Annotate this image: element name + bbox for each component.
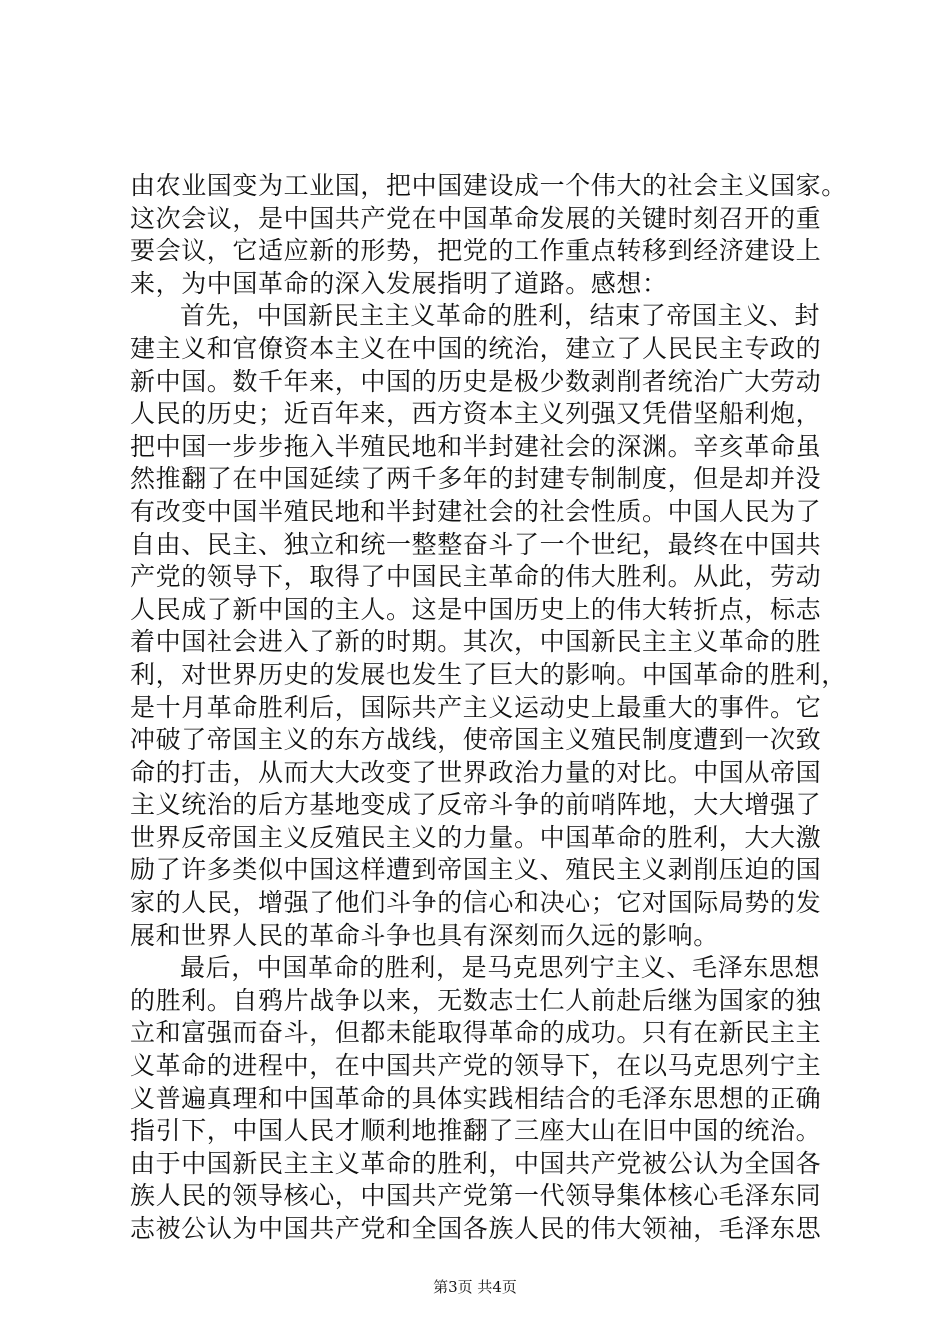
text-line: 命的打击，从而大大改变了世界政治力量的对比。中国从帝国 bbox=[130, 757, 822, 787]
text-line: 冲破了帝国主义的东方战线，使帝国主义殖民制度遭到一次致 bbox=[130, 725, 822, 755]
text-line: 产党的领导下，取得了中国民主革命的伟大胜利。从此，劳动 bbox=[130, 562, 822, 592]
text-line: 要会议，它适应新的形势，把党的工作重点转移到经济建设上 bbox=[130, 236, 822, 266]
text-line: 由于中国新民主主义革命的胜利，中国共产党被公认为全国各 bbox=[130, 1148, 822, 1178]
text-line: 把中国一步步拖入半殖民地和半封建社会的深渊。辛亥革命虽 bbox=[130, 431, 822, 461]
page-number: 第3页 共4页 bbox=[433, 1278, 517, 1296]
text-line: 是十月革命胜利后，国际共产主义运动史上最重大的事件。它 bbox=[130, 692, 822, 722]
page-footer bbox=[0, 1276, 950, 1297]
text-line: 义革命的进程中，在中国共产党的领导下，在以马克思列宁主 bbox=[130, 1051, 822, 1081]
text-line: 自由、民主、独立和统一整整奋斗了一个世纪，最终在中国共 bbox=[130, 529, 822, 559]
text-line: 励了许多类似中国这样遭到帝国主义、殖民主义剥削压迫的国 bbox=[130, 855, 822, 885]
text-line: 由农业国变为工业国，把中国建设成一个伟大的社会主义国家。 bbox=[130, 171, 847, 200]
text-line: 的胜利。自鸦片战争以来，无数志士仁人前赴后继为国家的独 bbox=[130, 985, 822, 1015]
text-line: 利，对世界历史的发展也发生了巨大的影响。中国革命的胜利， bbox=[130, 659, 847, 689]
text-line: 展和世界人民的革命斗争也具有深刻而久远的影响。 bbox=[130, 920, 719, 950]
text-line: 然推翻了在中国延续了两千多年的封建专制制度，但是却并没 bbox=[130, 464, 822, 494]
text-line: 主义统治的后方基地变成了反帝斗争的前哨阵地，大大增强了 bbox=[130, 790, 822, 820]
text-line: 人民的历史；近百年来，西方资本主义列强又凭借坚船利炮， bbox=[130, 399, 822, 429]
text-line: 来，为中国革命的深入发展指明了道路。感想： bbox=[130, 268, 668, 298]
text-line: 指引下，中国人民才顺利地推翻了三座大山在旧中国的统治。 bbox=[130, 1116, 822, 1146]
paragraph-first-line: 最后，中国革命的胜利，是马克思列宁主义、毛泽东思想 bbox=[180, 953, 821, 983]
text-line: 着中国社会进入了新的时期。其次，中国新民主主义革命的胜 bbox=[130, 627, 822, 657]
text-line: 世界反帝国主义反殖民主义的力量。中国革命的胜利，大大激 bbox=[130, 822, 822, 852]
paragraph-first-line: 首先，中国新民主主义革命的胜利，结束了帝国主义、封 bbox=[180, 301, 821, 331]
text-line: 建主义和官僚资本主义在中国的统治，建立了人民民主专政的 bbox=[130, 333, 822, 363]
text-line: 人民成了新中国的主人。这是中国历史上的伟大转折点，标志 bbox=[130, 594, 822, 624]
text-line: 志被公认为中国共产党和全国各族人民的伟大领袖，毛泽东思 bbox=[130, 1214, 822, 1243]
text-line: 有改变中国半殖民地和半封建社会的社会性质。中国人民为了 bbox=[130, 496, 822, 526]
text-line: 立和富强而奋斗，但都未能取得革命的成功。只有在新民主主 bbox=[130, 1018, 822, 1048]
text-line: 家的人民，增强了他们斗争的信心和决心；它对国际局势的发 bbox=[130, 888, 822, 918]
document-body bbox=[130, 170, 847, 1246]
text-line: 义普遍真理和中国革命的具体实践相结合的毛泽东思想的正确 bbox=[130, 1083, 822, 1113]
text-line: 新中国。数千年来，中国的历史是极少数剥削者统治广大劳动 bbox=[130, 366, 822, 396]
text-line: 这次会议，是中国共产党在中国革命发展的关键时刻召开的重 bbox=[130, 203, 822, 233]
text-line: 族人民的领导核心，中国共产党第一代领导集体核心毛泽东同 bbox=[130, 1181, 822, 1211]
